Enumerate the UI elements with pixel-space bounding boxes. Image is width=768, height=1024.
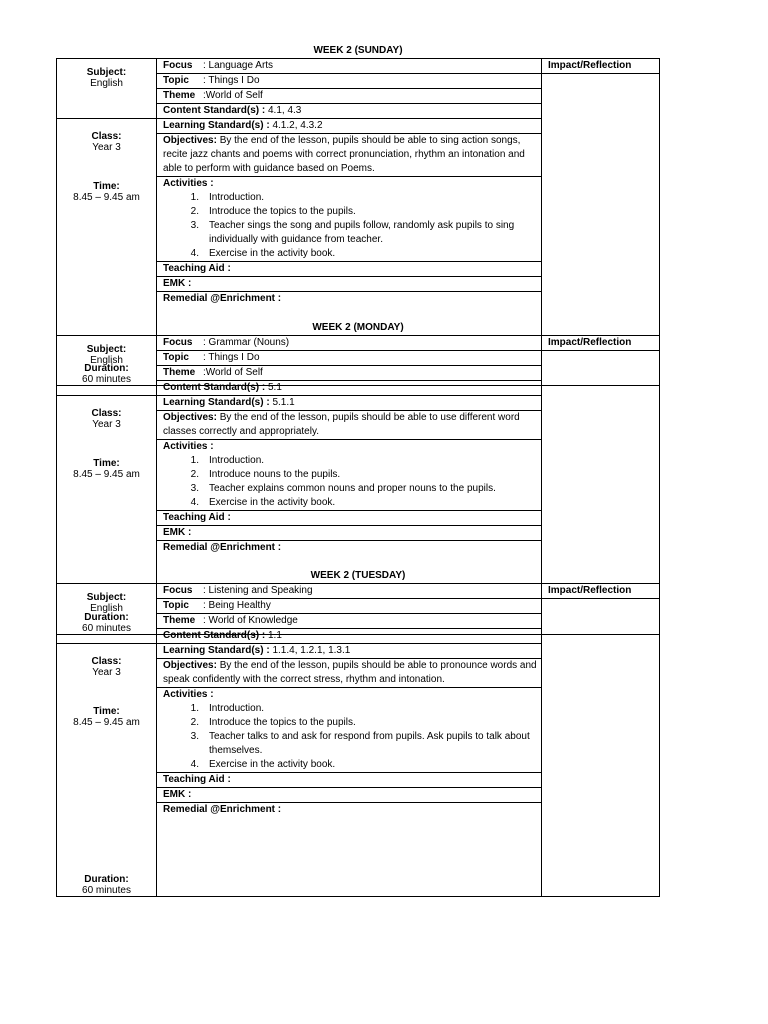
theme-value: : World of Knowledge [203, 615, 298, 626]
activity-number: 3. [190, 483, 199, 494]
teaching-aid-label: Teaching Aid : [163, 774, 231, 785]
teaching-aid-label: Teaching Aid : [163, 263, 231, 274]
objectives-label: Objectives: [163, 412, 217, 423]
activity-text: Exercise in the activity book. [209, 248, 336, 259]
duration-value: 60 minutes [82, 885, 131, 896]
content-standard-label: Content Standard(s) : [163, 105, 266, 116]
activity-text: Teacher sings the song and pupils follow, randomly ask pupils to sing individually with guidance from teacher. [209, 220, 515, 245]
activity-text: Teacher talks to and ask for respond from pupils. Ask pupils to talk about themselves. [209, 731, 530, 756]
theme-label: Theme [163, 615, 196, 626]
duration-value: 60 minutes [82, 374, 131, 385]
remedial-label: Remedial @Enrichment : [163, 542, 282, 553]
content-standard-row [157, 629, 541, 644]
duration-label: Duration: [84, 874, 129, 885]
content-standard-value: 5.1 [268, 382, 282, 393]
learning-standard-value: 4.1.2, 4.3.2 [272, 120, 323, 131]
time-label: Time: [93, 458, 120, 469]
time-value: 8.45 – 9.45 am [73, 469, 140, 480]
activity-item [163, 496, 541, 510]
objectives-label: Objectives: [163, 660, 217, 671]
activity-number: 2. [190, 469, 199, 480]
time-label: Time: [93, 181, 120, 192]
activity-item [163, 191, 541, 205]
impact-column [542, 584, 659, 896]
subject-cell [57, 336, 156, 396]
theme-value: :World of Self [203, 367, 263, 378]
objectives-label: Objectives: [163, 135, 217, 146]
class-label: Class: [91, 656, 122, 667]
topic-value: : Being Healthy [203, 600, 271, 611]
theme-row [157, 89, 541, 104]
learning-standard-label: Learning Standard(s) : [163, 120, 270, 131]
activity-text: Introduce the topics to the pupils. [209, 206, 356, 217]
activity-text: Introduce nouns to the pupils. [209, 469, 341, 480]
subject-label: Subject: [86, 67, 127, 78]
activity-number: 2. [190, 717, 199, 728]
activity-text: Introduction. [209, 455, 265, 466]
theme-label: Theme [163, 90, 196, 101]
objectives-row [157, 411, 541, 440]
activity-text: Introduce the topics to the pupils. [209, 717, 356, 728]
focus-label: Focus [163, 585, 193, 596]
focus-value: : Listening and Speaking [203, 585, 313, 596]
activity-number: 4. [190, 248, 199, 259]
duration-block [57, 728, 156, 896]
activity-item [163, 730, 541, 758]
content-standard-value: 1.1 [268, 630, 282, 641]
focus-value: : Language Arts [203, 60, 274, 71]
topic-row [157, 599, 541, 614]
activity-number: 3. [190, 731, 199, 742]
content-standard-row [157, 381, 541, 396]
learning-standard-row [157, 644, 541, 659]
activity-text: Exercise in the activity book. [209, 759, 336, 770]
emk-row [157, 788, 541, 803]
emk-label: EMK : [163, 527, 192, 538]
emk-label: EMK : [163, 278, 192, 289]
learning-standard-value: 1.1.4, 1.2.1, 1.3.1 [272, 645, 351, 656]
activities-label: Activities : [163, 178, 214, 189]
duration-value: 60 minutes [82, 623, 131, 634]
remedial-label: Remedial @Enrichment : [163, 804, 282, 815]
teaching-aid-label: Teaching Aid : [163, 512, 231, 523]
teaching-aid-row [157, 511, 541, 526]
class-value: Year 3 [92, 142, 121, 153]
plan-title: WEEK 2 (TUESDAY) [310, 570, 406, 581]
activities-label: Activities : [163, 441, 214, 452]
activity-number: 3. [190, 220, 199, 231]
activity-item [163, 219, 541, 247]
activity-item [163, 247, 541, 261]
topic-row [157, 74, 541, 89]
activity-number: 4. [190, 497, 199, 508]
theme-row [157, 614, 541, 629]
activity-text: Exercise in the activity book. [209, 497, 336, 508]
activities-row [157, 177, 541, 262]
class-label: Class: [91, 131, 122, 142]
activity-number: 1. [190, 192, 199, 203]
activities-list [163, 702, 541, 772]
focus-label: Focus [163, 60, 193, 71]
emk-row [157, 277, 541, 292]
time-label: Time: [93, 706, 120, 717]
teaching-aid-row [157, 262, 541, 277]
theme-value: :World of Self [203, 90, 263, 101]
topic-value: : Things I Do [203, 75, 260, 86]
subject-cell [57, 59, 156, 119]
focus-label: Focus [163, 337, 193, 348]
focus-value: : Grammar (Nouns) [203, 337, 290, 348]
topic-label: Topic [163, 75, 189, 86]
duration-label: Duration: [84, 612, 129, 623]
impact-reflection-heading: Impact/Reflection [542, 584, 659, 599]
activity-item [163, 758, 541, 772]
activity-item [163, 454, 541, 468]
theme-row [157, 366, 541, 381]
lesson-plan [56, 569, 660, 897]
info-column [57, 584, 157, 896]
activity-text: Introduction. [209, 703, 265, 714]
topic-label: Topic [163, 352, 189, 363]
activity-item [163, 205, 541, 219]
activities-label: Activities : [163, 689, 214, 700]
time-value: 8.45 – 9.45 am [73, 717, 140, 728]
learning-standard-row [157, 396, 541, 411]
remedial-label: Remedial @Enrichment : [163, 293, 282, 304]
objectives-value: By the end of the lesson, pupils should be able to use different word classes correctly and appropriately. [163, 412, 520, 437]
activity-number: 2. [190, 206, 199, 217]
remedial-row [157, 541, 541, 555]
activity-text: Introduction. [209, 192, 265, 203]
class-value: Year 3 [92, 667, 121, 678]
objectives-value: By the end of the lesson, pupils should be able to sing action songs, recite jazz chants and poems with correct pronunciation, rhythm an intonation and able to perform with guidance based on Poems. [163, 135, 525, 174]
learning-standard-label: Learning Standard(s) : [163, 645, 270, 656]
topic-value: : Things I Do [203, 352, 260, 363]
focus-row [157, 336, 541, 351]
plan-title: WEEK 2 (SUNDAY) [313, 45, 403, 56]
class-value: Year 3 [92, 419, 121, 430]
details-column [157, 584, 542, 896]
remedial-row [157, 292, 541, 306]
focus-row [157, 584, 541, 599]
subject-value: English [90, 603, 123, 614]
emk-label: EMK : [163, 789, 192, 800]
activity-number: 1. [190, 455, 199, 466]
activity-number: 1. [190, 703, 199, 714]
class-time-cell [57, 644, 156, 896]
subject-label: Subject: [86, 592, 127, 603]
theme-label: Theme [163, 367, 196, 378]
teaching-aid-row [157, 773, 541, 788]
subject-cell [57, 584, 156, 644]
activities-list [163, 454, 541, 510]
learning-standard-label: Learning Standard(s) : [163, 397, 270, 408]
activity-item [163, 716, 541, 730]
subject-label: Subject: [86, 344, 127, 355]
class-label: Class: [91, 408, 122, 419]
subject-value: English [90, 355, 123, 366]
activity-number: 4. [190, 759, 199, 770]
focus-row [157, 59, 541, 74]
remedial-row [157, 803, 541, 817]
content-standard-label: Content Standard(s) : [163, 382, 266, 393]
subject-value: English [90, 78, 123, 89]
activities-row [157, 440, 541, 511]
impact-reflection-heading: Impact/Reflection [542, 59, 659, 74]
activities-list [163, 191, 541, 261]
activity-item [163, 468, 541, 482]
activity-item [163, 702, 541, 716]
content-standard-row [157, 104, 541, 119]
learning-standard-row [157, 119, 541, 134]
objectives-row [157, 659, 541, 688]
objectives-value: By the end of the lesson, pupils should be able to pronounce words and speak confidently with the correct stress, rhythm and intonation. [163, 660, 537, 685]
content-standard-value: 4.1, 4.3 [268, 105, 302, 116]
activity-item [163, 482, 541, 496]
topic-row [157, 351, 541, 366]
content-standard-label: Content Standard(s) : [163, 630, 266, 641]
duration-label: Duration: [84, 363, 129, 374]
activity-text: Teacher explains common nouns and proper nouns to the pupils. [209, 483, 496, 494]
time-value: 8.45 – 9.45 am [73, 192, 140, 203]
plan-table [56, 583, 660, 897]
objectives-row [157, 134, 541, 177]
learning-standard-value: 5.1.1 [272, 397, 295, 408]
emk-row [157, 526, 541, 541]
plan-title: WEEK 2 (MONDAY) [312, 322, 404, 333]
topic-label: Topic [163, 600, 189, 611]
impact-reflection-heading: Impact/Reflection [542, 336, 659, 351]
activities-row [157, 688, 541, 773]
